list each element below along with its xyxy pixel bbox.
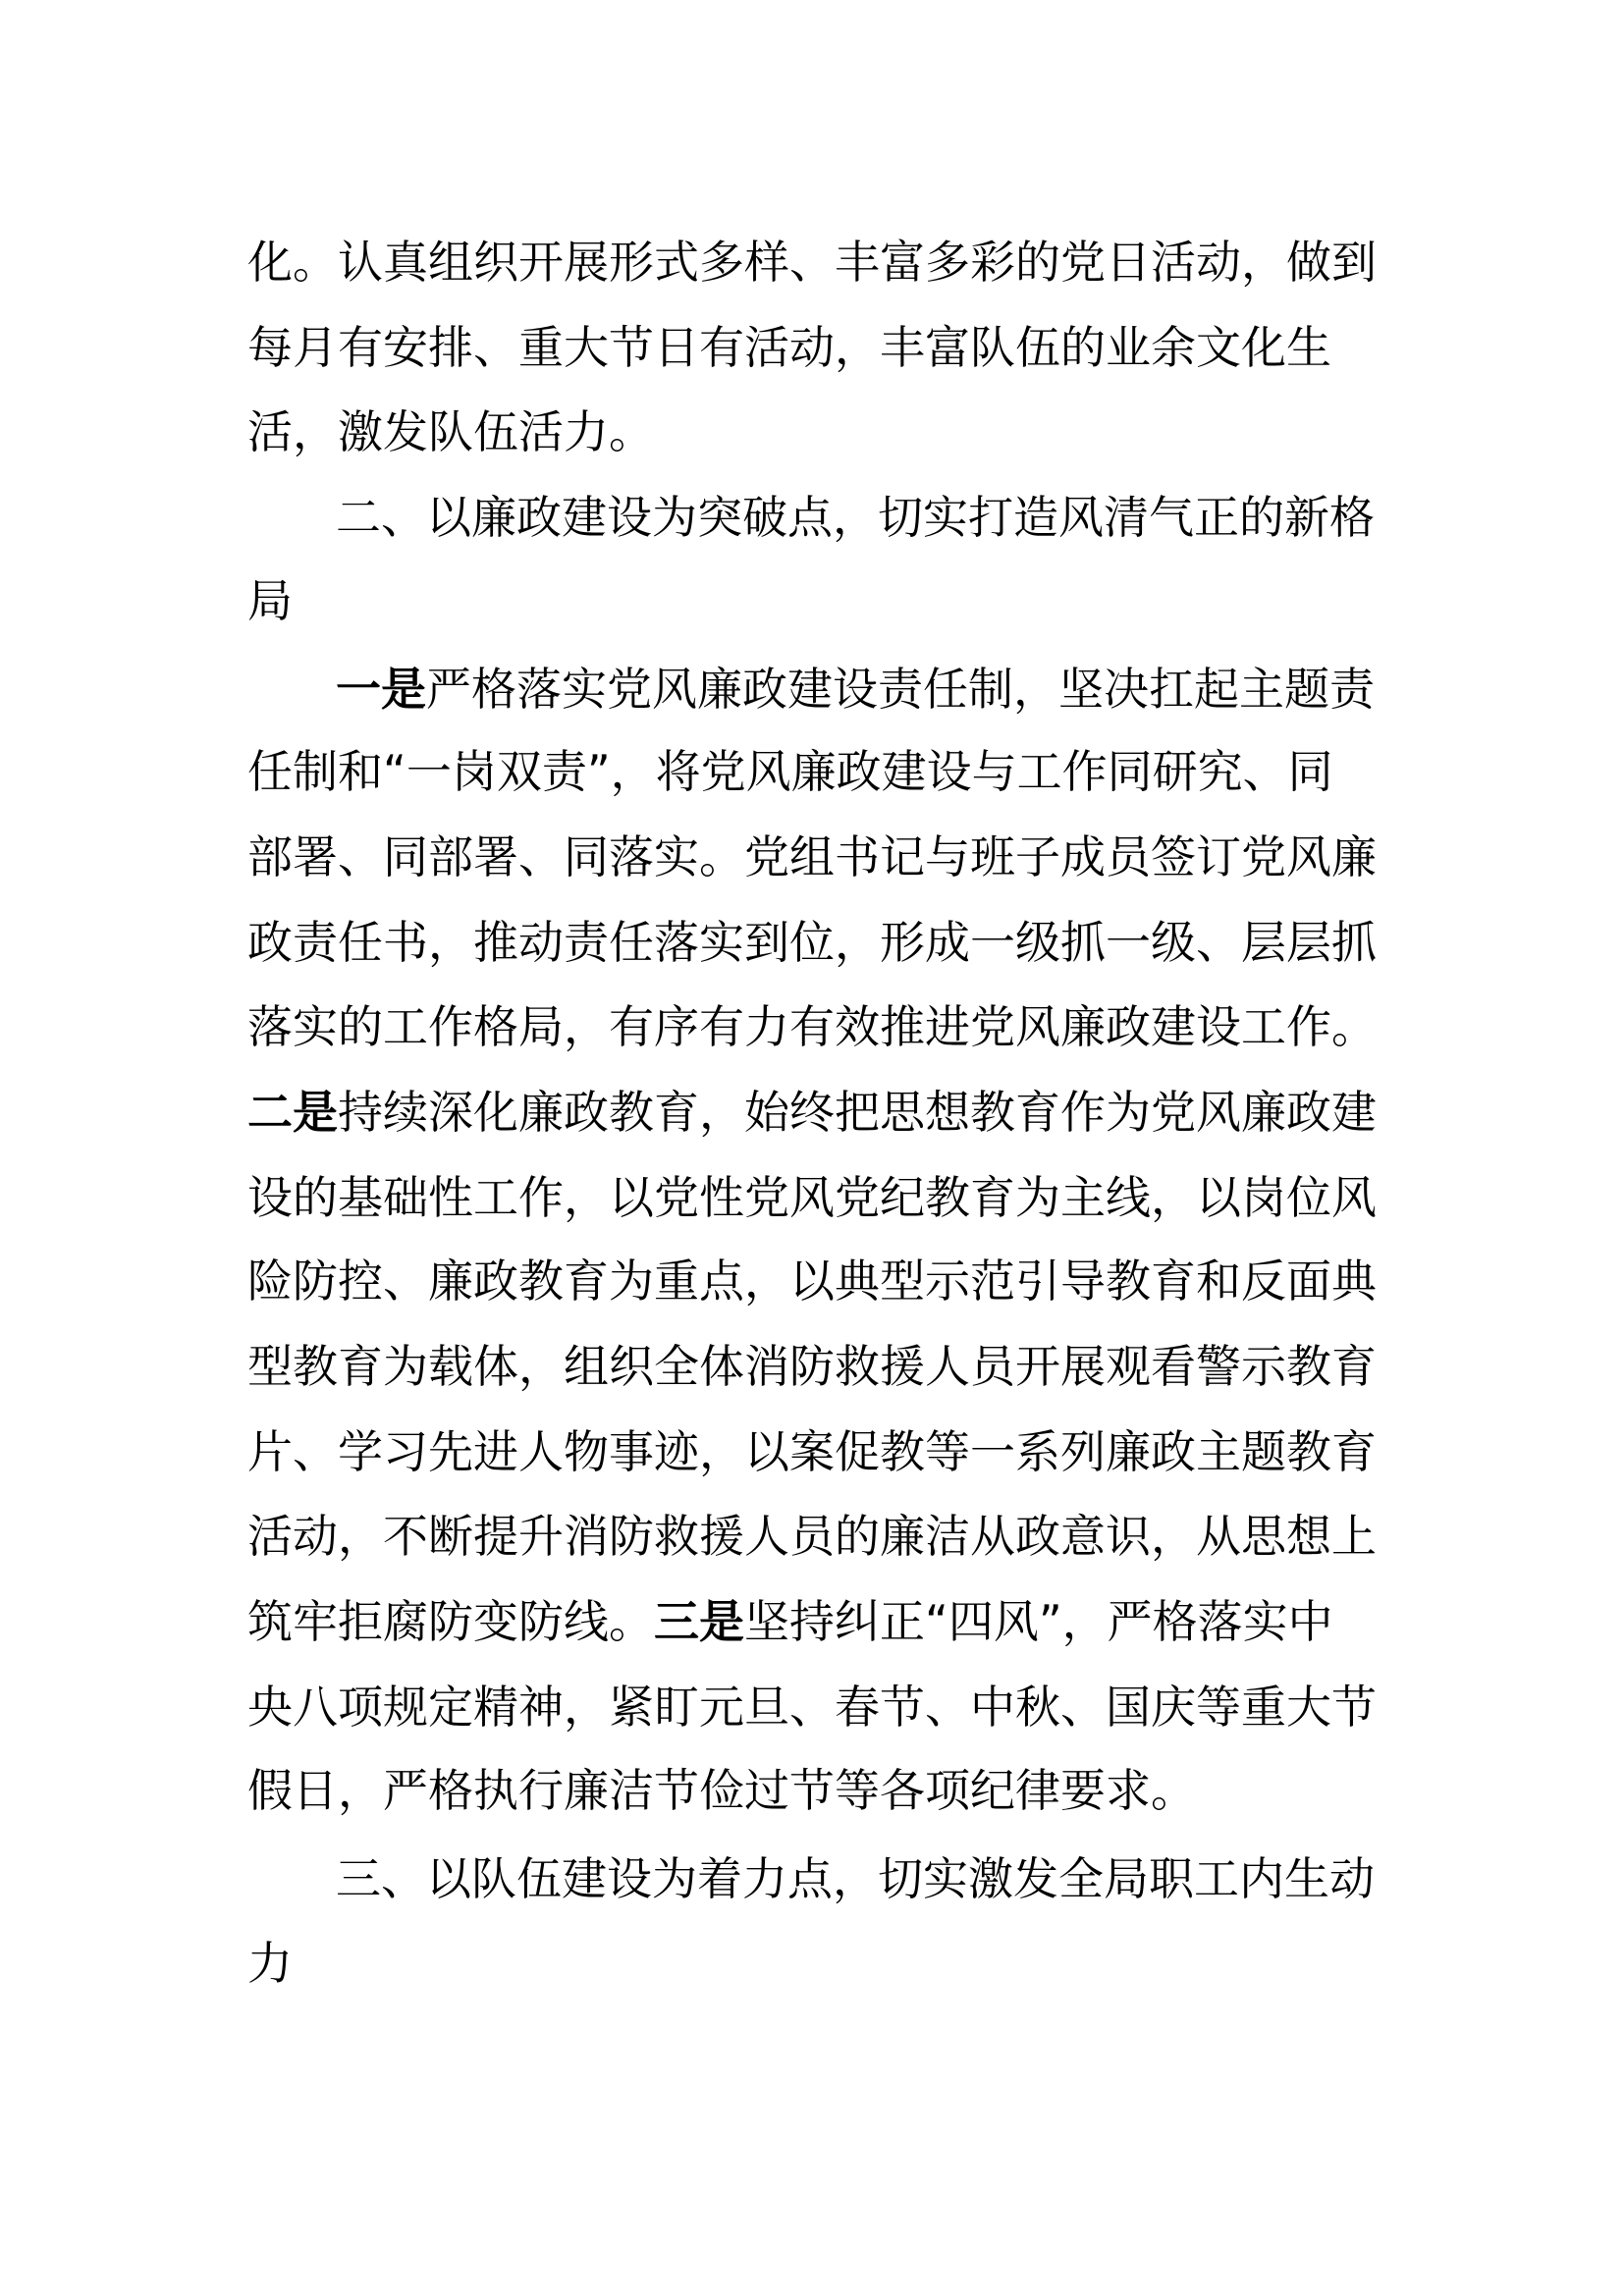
paragraph-line: [247, 402, 1396, 461]
body-text: 假日，严格执行廉洁节俭过节等各项纪律要求。: [247, 1764, 1196, 1817]
bold-lead-text: 二是: [247, 1086, 338, 1139]
body-text: 片、学习先进人物事迹，以案促教等一系列廉政主题教育: [247, 1425, 1377, 1478]
bold-lead-text: 一是: [336, 663, 426, 716]
body-text: 筑牢拒腐防变防线。: [247, 1595, 654, 1648]
body-text: 央八项规定精神，紧盯元旦、春节、中秋、国庆等重大节: [247, 1681, 1377, 1734]
body-text: 落实的工作格局，有序有力有效推进党风廉政建设工作。: [247, 1000, 1377, 1053]
body-text: 活，激发队伍活力。: [247, 405, 654, 458]
paragraph-line: [247, 1252, 1396, 1310]
paragraph-line: [247, 1337, 1396, 1396]
section-heading-line: [336, 1849, 1485, 1908]
paragraph-line: [247, 742, 1396, 801]
body-text: 型教育为载体，组织全体消防救援人员开展观看警示教育: [247, 1340, 1377, 1393]
body-text: 力: [247, 1937, 293, 1990]
paragraph-line: [247, 1934, 1396, 1993]
body-text: 政责任书，推动责任落实到位，形成一级抓一级、层层抓: [247, 916, 1377, 969]
section-heading-line: [336, 488, 1485, 547]
body-text: 险防控、廉政教育为重点，以典型示范引导教育和反面典: [247, 1255, 1377, 1308]
paragraph-line: [247, 1678, 1396, 1736]
body-text: 严格落实党风廉政建设责任制，坚决扛起主题责: [426, 663, 1375, 716]
body-text: 活动，不断提升消防救援人员的廉洁从政意识，从思想上: [247, 1510, 1377, 1563]
body-text: 二、以廉政建设为突破点，切实打造风清气正的新格: [336, 491, 1375, 544]
paragraph-line: [247, 1507, 1396, 1566]
paragraph-line: [247, 1761, 1396, 1820]
paragraph-line: [247, 233, 1396, 292]
body-text: 每月有安排、重大节日有活动，丰富队伍的业余文化生: [247, 321, 1331, 374]
body-text: 设的基础性工作，以党性党风党纪教育为主线，以岗位风: [247, 1171, 1377, 1224]
paragraph-line: [247, 318, 1396, 377]
paragraph-line: [247, 1083, 1396, 1142]
body-text: 持续深化廉政教育，始终把思想教育作为党风廉政建: [338, 1086, 1377, 1139]
body-text: 化。认真组织开展形式多样、丰富多彩的党日活动，做到: [247, 236, 1377, 289]
body-text: 三、以队伍建设为着力点，切实激发全局职工内生动: [336, 1852, 1375, 1905]
paragraph-line: [247, 1592, 1396, 1651]
paragraph-line: [247, 828, 1396, 886]
paragraph-line: [247, 1168, 1396, 1227]
paragraph-line: [247, 913, 1396, 972]
body-text: 局: [247, 574, 293, 627]
paragraph-line: [247, 571, 1396, 630]
paragraph-line: [247, 1422, 1396, 1481]
section-heading-line: [336, 660, 1485, 719]
body-text: 任制和“一岗双责”，将党风廉政建设与工作同研究、同: [247, 745, 1333, 798]
bold-lead-text: 三是: [654, 1595, 744, 1648]
body-text: 部署、同部署、同落实。党组书记与班子成员签订党风廉: [247, 830, 1377, 883]
body-text: 坚持纠正“四风”，严格落实中: [744, 1595, 1333, 1648]
paragraph-line: [247, 997, 1396, 1056]
